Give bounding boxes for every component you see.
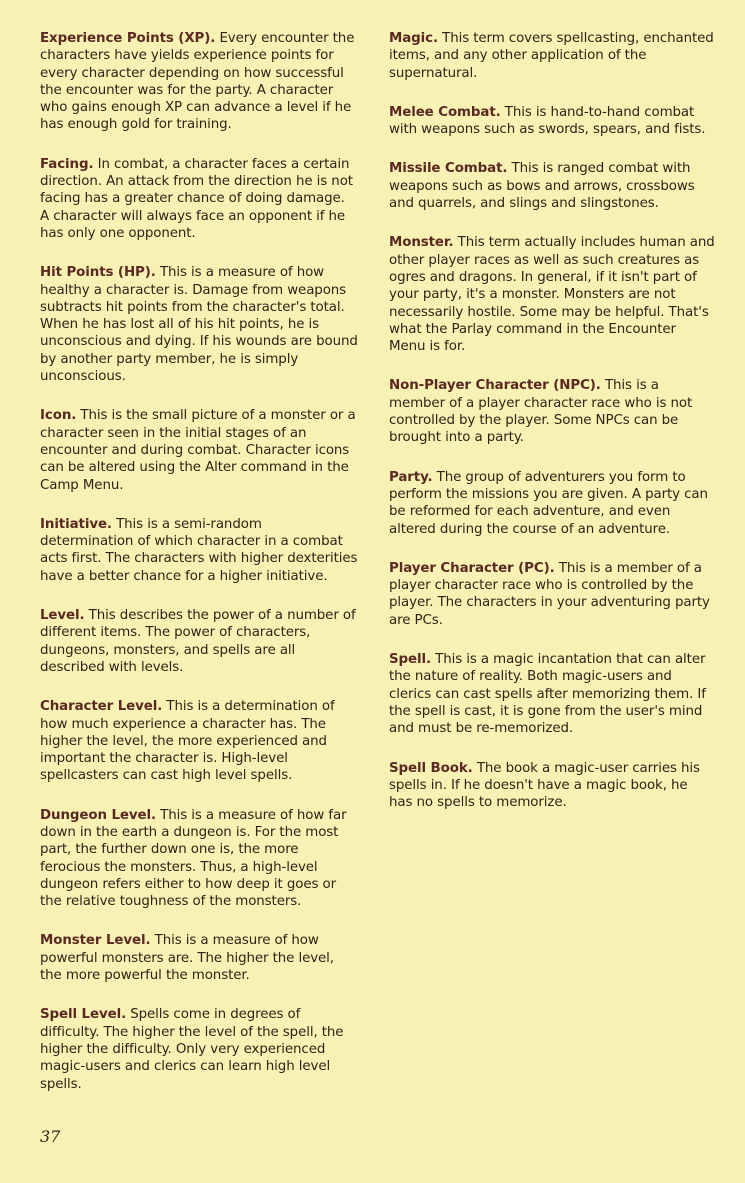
glossary-term: Level.	[40, 608, 85, 624]
glossary-term: Missile Combat.	[389, 161, 508, 177]
glossary-entry	[40, 1006, 358, 1092]
glossary-definition: This is a semi-random determination of which character in a combat acts first. The characters with higher dexterities have a better chance for a higher initiative.	[40, 516, 358, 584]
glossary-term: Magic.	[389, 31, 438, 46]
glossary-entry	[389, 651, 715, 737]
glossary-definition: The group of adventurers you form to perform the missions you are given. A party can be reformed for each adventure, and even altered during the course of an adventure.	[389, 469, 708, 537]
glossary-entry	[40, 156, 358, 242]
glossary-entry	[40, 264, 358, 385]
glossary-definition: This is ranged combat with weapons such as bows and arrows, crossbows and quarrels, and slings and slingstones.	[389, 161, 695, 212]
glossary-definition: This is hand-to-hand combat with weapons such as swords, spears, and fists.	[389, 104, 706, 138]
glossary-entry	[40, 607, 358, 676]
glossary-entry	[389, 30, 715, 82]
glossary-definition: Spells come in degrees of difficulty. The higher the level of the spell, the higher the difficulty. Only very experienced magic-users and clerics can learn high level spells.	[40, 1007, 344, 1092]
glossary-definition: This is a magic incantation that can alter the nature of reality. Both magic-users and clerics can cast spells after memorizing them. If the spell is cast, it is gone from the user's mind and must be re-memorized.	[389, 652, 706, 737]
glossary-definition: This term covers spellcasting, enchanted items, and any other application of the supernatural.	[389, 31, 714, 81]
glossary-entry	[389, 469, 715, 538]
glossary-term: Monster Level.	[40, 933, 151, 949]
glossary-entry	[389, 377, 715, 446]
right-column	[389, 30, 715, 833]
glossary-term: Icon.	[40, 408, 77, 424]
page-number: 37	[40, 1127, 61, 1146]
left-column	[40, 30, 358, 1115]
glossary-entry	[40, 407, 358, 493]
glossary-term: Non-Player Character (NPC).	[389, 378, 601, 394]
glossary-term: Spell Book.	[389, 760, 473, 776]
glossary-term: Player Character (PC).	[389, 560, 555, 576]
glossary-definition: This is a measure of how healthy a character is. Damage from weapons subtracts hit points from the character's total. When he has lost all of his hit points, he is unconscious and dying. If his wounds are bound by another party member, he is simply unconscious.	[40, 265, 358, 385]
glossary-definition: In combat, a character faces a certain direction. An attack from the direction he is not facing has a greater chance of doing damage. A character will always face an opponent if he has only one opponent.	[40, 156, 353, 241]
glossary-entry	[389, 234, 715, 355]
glossary-entry	[40, 807, 358, 911]
glossary-term: Hit Points (HP).	[40, 265, 156, 281]
glossary-entry	[40, 932, 358, 984]
glossary-entry	[389, 104, 715, 139]
glossary-definition: The book a magic-user carries his spells in. If he doesn't have a magic book, he has no spells to memorize.	[389, 760, 700, 811]
glossary-term: Character Level.	[40, 699, 163, 715]
glossary-entry	[389, 160, 715, 212]
glossary-definition: This describes the power of a number of different items. The power of characters, dungeons, monsters, and spells are all described with levels.	[40, 608, 356, 675]
glossary-entry	[40, 30, 358, 134]
glossary-definition: This is the small picture of a monster or a character seen in the initial stages of an encounter and during combat. Character icons can be altered using the Alter command in the Camp Menu.	[40, 408, 356, 493]
glossary-term: Spell.	[389, 652, 431, 668]
glossary-term: Initiative.	[40, 516, 112, 532]
glossary-definition: This is a measure of how powerful monsters are. The higher the level, the more powerful the monster.	[40, 933, 334, 984]
glossary-entry	[40, 516, 358, 585]
glossary-definition: This term actually includes human and other player races as well as such creatures as ogres and dragons. In general, if it isn't part of your party, it's a monster. Monsters are not necessarily hostile. Some may be helpful. That's what the Parlay command in the Encounter Menu is for.	[389, 235, 715, 355]
glossary-term: Party.	[389, 469, 433, 485]
glossary-definition: This is a determination of how much experience a character has. The higher the level, the more experienced and important the character is. High-level spellcasters can cast high level spells.	[40, 699, 335, 784]
glossary-definition: This is a member of a player character race who is not controlled by the player. Some NPCs can be brought into a party.	[389, 378, 693, 446]
glossary-term: Spell Level.	[40, 1007, 127, 1023]
glossary-entry	[389, 560, 715, 629]
glossary-definition: Every encounter the characters have yields experience points for every character depending on how successful the encounter was for the party. A character who gains enough XP can advance a level if he has enough gold for training.	[40, 31, 355, 133]
glossary-term: Melee Combat.	[389, 104, 501, 120]
glossary-term: Monster.	[389, 235, 454, 251]
glossary-term: Experience Points (XP).	[40, 31, 216, 46]
glossary-term: Facing.	[40, 156, 94, 172]
glossary-definition: This is a measure of how far down in the earth a dungeon is. For the most part, the further down one is, the more ferocious the monsters. Thus, a high-level dungeon refers either to how deep it goes or the relative toughness of the monsters.	[40, 807, 347, 910]
glossary-term: Dungeon Level.	[40, 807, 156, 823]
glossary-definition: This is a member of a player character race who is controlled by the player. The characters in your adventuring party are PCs.	[389, 560, 710, 628]
glossary-entry	[389, 760, 715, 812]
glossary-entry	[40, 698, 358, 784]
